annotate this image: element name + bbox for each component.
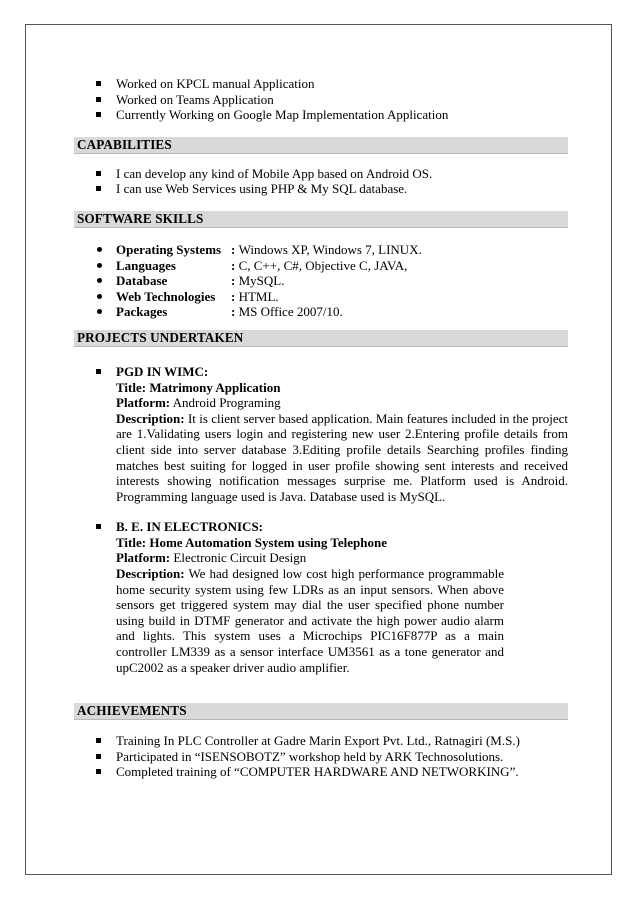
project-heading: B. E. IN ELECTRONICS: (116, 519, 264, 535)
skill-key: Database (116, 273, 168, 289)
list-item: Worked on Teams Application (74, 92, 568, 108)
list-item: Worked on KPCL manual Application (74, 76, 568, 92)
list-item: Training In PLC Controller at Gadre Marin Export Pvt. Ltd., Ratnagiri (M.S.) (74, 733, 568, 749)
skill-separator: : (231, 304, 239, 320)
platform-value: Electronic Circuit Design (170, 550, 307, 566)
resume-page (74, 76, 568, 780)
project-heading: PGD IN WIMC: (116, 363, 209, 379)
achievements-heading: ACHIEVEMENTS (74, 703, 568, 720)
list-item: I can use Web Services using PHP & My SQL database. (74, 181, 568, 197)
skill-key: Languages (116, 257, 176, 273)
project-description (116, 566, 504, 675)
project-title: Title: Matrimony Application (116, 379, 281, 395)
intro-work-list (74, 76, 568, 123)
skill-row (74, 258, 568, 274)
skill-row (74, 242, 568, 258)
list-item: Currently Working on Google Map Implementation Application (74, 107, 568, 123)
skill-value: C, C++, C#, Objective C, JAVA, (238, 257, 408, 273)
square-bullet-icon (96, 369, 101, 374)
achievements-list (74, 733, 568, 780)
projects-heading: PROJECTS UNDERTAKEN (74, 330, 568, 347)
project-entry (74, 519, 568, 675)
platform-value: Android Programing (170, 395, 281, 411)
skill-value: Windows XP, Windows 7, LINUX. (238, 241, 422, 257)
list-item: Completed training of “COMPUTER HARDWARE AND NETWORKING”. (74, 764, 568, 780)
project-entry (74, 364, 568, 504)
list-item: Participated in “ISENSOBOTZ” workshop held by ARK Technosolutions. (74, 749, 568, 765)
description-label: Description: (116, 410, 185, 426)
list-item: I can develop any kind of Mobile App based on Android OS. (74, 166, 568, 182)
skill-value: MS Office 2007/10. (238, 304, 343, 320)
description-text: It is client server based application. Main features included in the project are 1.Validating users login and registering new user 2.Entering profile details from client side into server database 3.Editing profile details Searching profiles finding matches best suiting for logged in user profile showing sent interests and received interests showing notification messages surprise me. Platform used is Android. Programming language used is Java. Database used is MySQL. (116, 410, 568, 504)
platform-label: Platform: (116, 550, 171, 566)
skill-key: Operating Systems (116, 241, 222, 257)
skill-separator: : (231, 273, 239, 289)
platform-label: Platform: (116, 395, 171, 411)
description-text: We had designed low cost high performance programmable home security system using few LDRs as an input sensors. When above sensors get triggered system may dial the user specified phone number using build in DTMF generator and activate the high power audio alarm and lights. This system uses a Microchips PIC16F877P as a main controller LM339 as a sensor interface UM3561 as a tone generator and upC2002 as a speaker driver audio amplifier. (116, 566, 504, 675)
capabilities-heading: CAPABILITIES (74, 137, 568, 154)
skill-key: Web Technologies (116, 288, 216, 304)
project-title: Title: Home Automation System using Telephone (116, 534, 387, 550)
software-skills-heading: SOFTWARE SKILLS (74, 211, 568, 228)
skill-separator: : (231, 257, 239, 273)
skill-key: Packages (116, 304, 168, 320)
capabilities-list (74, 166, 568, 197)
skill-value: MySQL. (238, 273, 285, 289)
skill-row (74, 304, 568, 320)
skill-separator: : (231, 288, 239, 304)
description-label: Description: (116, 566, 185, 582)
skill-row (74, 289, 568, 305)
skill-value: HTML. (238, 288, 279, 304)
software-skills-list (74, 242, 568, 320)
skill-separator: : (231, 241, 239, 257)
project-description (116, 411, 568, 505)
skill-row (74, 273, 568, 289)
square-bullet-icon (96, 524, 101, 529)
